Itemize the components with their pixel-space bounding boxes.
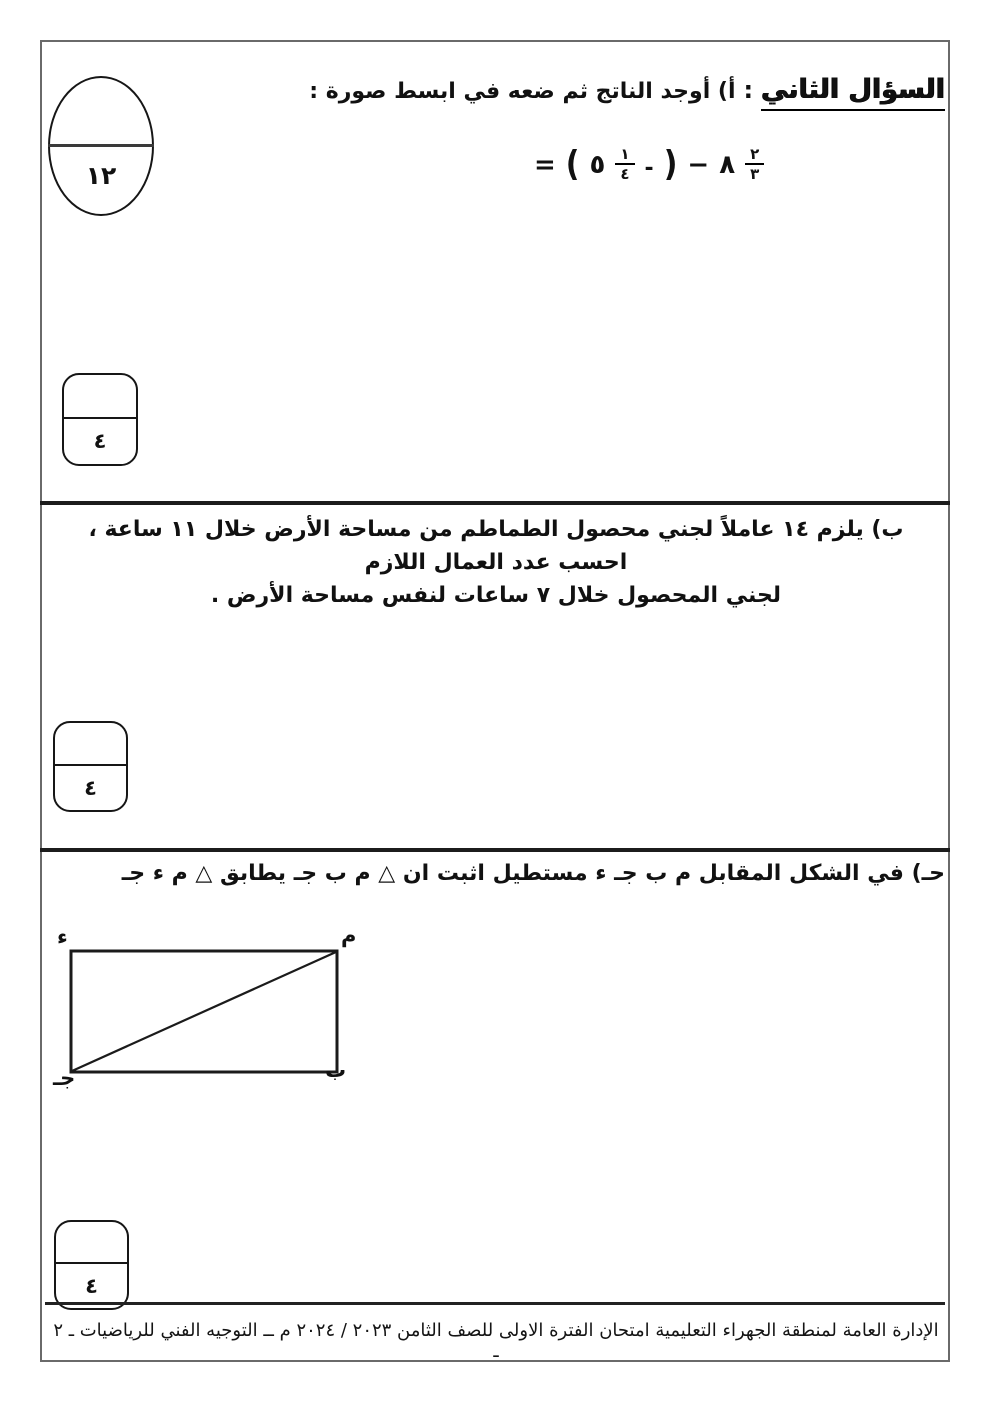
footer-divider <box>45 1302 945 1305</box>
minus-operator: − <box>687 149 710 180</box>
rectangle-diagram <box>66 945 344 1079</box>
score-box-empty-cell <box>64 375 136 419</box>
subtrahend-fraction-denominator: ٤ <box>615 163 634 183</box>
section-divider-1 <box>40 501 950 505</box>
question-header <box>309 74 945 111</box>
part-b-line-1: ب) يلزم ١٤ عاملاً لجني محصول الطماطم من مساحة الأرض خلال ١١ ساعة ، احسب عدد العمال اللازم <box>88 517 904 575</box>
minuend-fraction-numerator: ٢ <box>750 145 760 163</box>
grade-oval-divider <box>48 144 154 147</box>
question-title-colon: : <box>743 76 754 104</box>
subtrahend-whole-number: ٥ <box>589 149 606 180</box>
score-box-part-b <box>53 721 128 812</box>
vertex-label-top-right: م <box>341 923 357 947</box>
subtrahend-fraction-numerator: ١ <box>620 145 630 163</box>
section-divider-2 <box>40 848 950 852</box>
score-box-max-value: ٤ <box>84 775 97 800</box>
grade-oval <box>48 76 154 216</box>
grade-oval-value: ١٢ <box>85 160 117 190</box>
score-box-empty-cell <box>55 723 126 766</box>
minuend-fraction-denominator: ٣ <box>745 163 764 183</box>
sheet-frame <box>40 40 950 1362</box>
minuend-whole-number: ٨ <box>719 149 736 180</box>
vertex-label-top-left: ء <box>57 925 68 949</box>
math-expression <box>534 146 764 184</box>
vertex-label-bottom-left: جـ <box>53 1066 76 1090</box>
subtrahend-fraction <box>615 146 634 184</box>
open-paren: ( <box>565 144 580 185</box>
minuend-fraction <box>745 146 764 184</box>
equals-sign: = <box>534 149 556 180</box>
part-c-question: حـ) في الشكل المقابل م ب جـ ء مستطيل اثبت ان △ م ب جـ يطابق △ م ء جـ <box>121 861 945 886</box>
diagonal-line <box>72 952 336 1071</box>
footer-text: الإدارة العامة لمنطقة الجهراء التعليمية امتحان الفترة الاولى للصف الثامن ٢٠٢٣ / ٢٠٢٤ م ــ التوجيه الفني للرياضيات ـ ٢ ـ <box>53 1320 939 1362</box>
score-box-max-value: ٤ <box>85 1273 98 1298</box>
close-paren: ) <box>663 144 678 185</box>
vertex-label-bottom-right: ب <box>325 1058 347 1082</box>
part-a-heading: أ) أوجد الناتج ثم ضعه في ابسط صورة : <box>309 79 736 104</box>
score-box-max-value: ٤ <box>93 429 107 453</box>
part-b-question <box>55 513 937 612</box>
inner-minus-sign: - <box>644 156 654 182</box>
part-b-line-2: لجني المحصول خلال ٧ ساعات لنفس مساحة الأرض . <box>210 583 782 608</box>
score-box-empty-cell <box>56 1222 127 1264</box>
score-box-part-c <box>54 1220 129 1310</box>
question-title: السؤال الثاني <box>761 74 945 111</box>
score-box-part-a <box>62 373 138 466</box>
